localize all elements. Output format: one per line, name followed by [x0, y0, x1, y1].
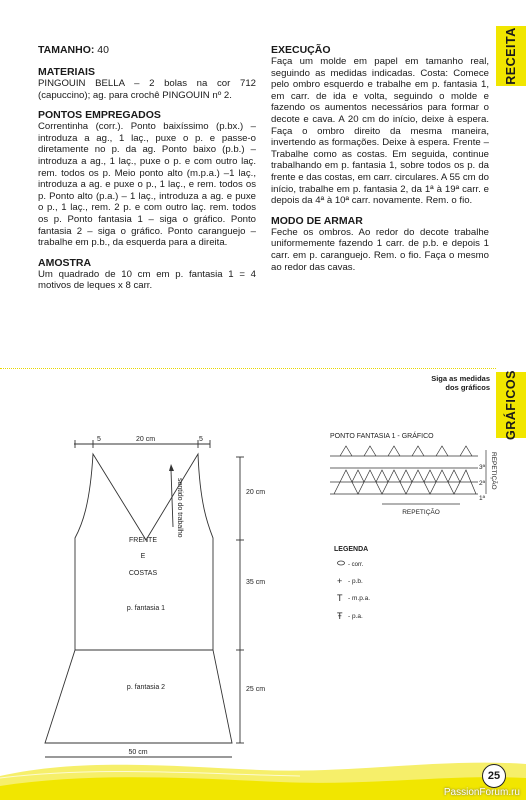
legend-item-1: - corr.	[348, 562, 364, 568]
page-number: 25	[482, 764, 506, 788]
tamanho-label: TAMANHO:	[38, 44, 95, 56]
row-label-3: 3ª	[479, 464, 486, 471]
materiais-text: PINGOUIN BELLA – 2 bolas na cor 712 (capuccino); ag. para crochê PINGOUIN nº 2.	[38, 78, 256, 101]
stitch-motifs	[330, 446, 486, 504]
stitch-fans	[352, 470, 460, 482]
legend-item-4: - p.a.	[348, 613, 363, 620]
amostra-text: Um quadrado de 10 cm em p. fantasia 1 = 4 motivos de leques x 8 carr.	[38, 268, 256, 292]
watermark: PassionForum.ru	[443, 787, 520, 798]
pf1-label: p. fantasia 1	[126, 605, 166, 612]
side-repeat-label: REPETIÇÃO	[490, 452, 497, 490]
direction-arrow-head	[169, 464, 174, 471]
right-dim-3: 25 cm	[246, 686, 266, 693]
legend-item-3: - m.p.a.	[348, 595, 371, 602]
repeat-label: REPETIÇÃO	[402, 509, 440, 516]
pontos-text: Correntinha (corr.). Ponto baixíssimo (p.bx.) – introduza a ag., 1 laç., puxe o p. e passe-o diretamente no p. da ag. Ponto baixo (p.b.) – introduza a ag., 1 laç., puxe o p. e com outro laç. rem. todos os p. Meio ponto alto (m.p.a.) –1 laç., introduza a ag. e puxe o p., 1 laç., e rem. todos os p. Ponto alto (p.a.) – 1 laç., introduza a ag. e puxe o p., 1 laç., rem. 2 p. e com outro laç. rem. todos os p. Ponto fantasia 1 – siga o gráfico. Ponto fantasia 2 – siga o gráfico. Ponto caranguejo – trabalhe em p.b., da esquerda para a direita.	[38, 121, 256, 249]
top-dim-3: 5	[199, 436, 203, 443]
tab-graficos-label: GRÁFICOS	[504, 370, 518, 440]
right-dim-1: 20 cm	[246, 489, 266, 496]
direction-label: sentido do trabalho	[176, 478, 183, 538]
amostra-heading: AMOSTRA	[38, 256, 92, 269]
top-dim-2: 20 cm	[136, 436, 156, 443]
modo-heading: MODO DE ARMAR	[271, 214, 363, 227]
front-label-3: COSTAS	[128, 570, 158, 577]
execucao-heading: EXECUÇÃO	[271, 44, 331, 56]
execucao-text: Faça um molde em papel em tamanho real, seguindo as medidas indicadas. Costa: Comece pelo ombro esquerdo e trabalhe em p. fantasia 1, em carr. de ida e volta, seguindo o molde e fazendo os aumentos necessários para formar o decote e cava. A 20 cm do início, deixe à espera. Faça o ombro direito da mesma maneira, invertendo as formações. Deixe à espera. Frente – Trabalhe como as costas. Em seguida, continue trabalhando em p. fantasia 1, sobre todos os p. da frente e das costas, em carr. circulares. A 55 cm do início, trabalhe em p. fantasia 2, da 1ª à 19ª carr. e depois da 4ª à 10ª carr. novamente. Rem. o fio.	[271, 56, 489, 207]
half-double-icon: T	[337, 593, 343, 603]
row-label-1: 1ª	[479, 495, 486, 502]
bottom-dim: 50 cm	[128, 749, 148, 756]
legend-item-2: - p.b.	[348, 578, 363, 585]
front-label-2: E	[140, 553, 146, 560]
note-line-1: Siga as medidas	[431, 374, 490, 383]
double-crochet-icon: Ŧ	[337, 611, 343, 621]
tab-receita-label: RECEITA	[504, 27, 518, 85]
pattern-outline	[45, 454, 232, 743]
pf2-label: p. fantasia 2	[126, 684, 166, 691]
tamanho-value: 40	[94, 44, 109, 56]
pontos-heading: PONTOS EMPREGADOS	[38, 109, 161, 122]
chart-title: PONTO FANTASIA 1 - GRÁFICO	[330, 433, 434, 440]
single-crochet-icon: +	[337, 576, 343, 586]
row-label-2: 2ª	[479, 480, 486, 487]
modo-text: Feche os ombros. Ao redor do decote trabalhe uniformemente fazendo 1 carr. de p.b. e depois 1 carr. em p. caranguejo. Rem. o fio. Faça o mesmo ao redor das cavas.	[271, 226, 489, 273]
chain-stitch-icon	[338, 561, 345, 565]
right-dim-2: 35 cm	[246, 579, 266, 586]
front-label-1: FRENTE	[129, 537, 157, 544]
note-line-2: dos gráficos	[445, 382, 490, 392]
legend-title: LEGENDA	[334, 546, 369, 553]
materiais-heading: MATERIAIS	[38, 66, 95, 78]
top-dim-1: 5	[97, 436, 101, 443]
stitch-fans	[340, 446, 472, 456]
